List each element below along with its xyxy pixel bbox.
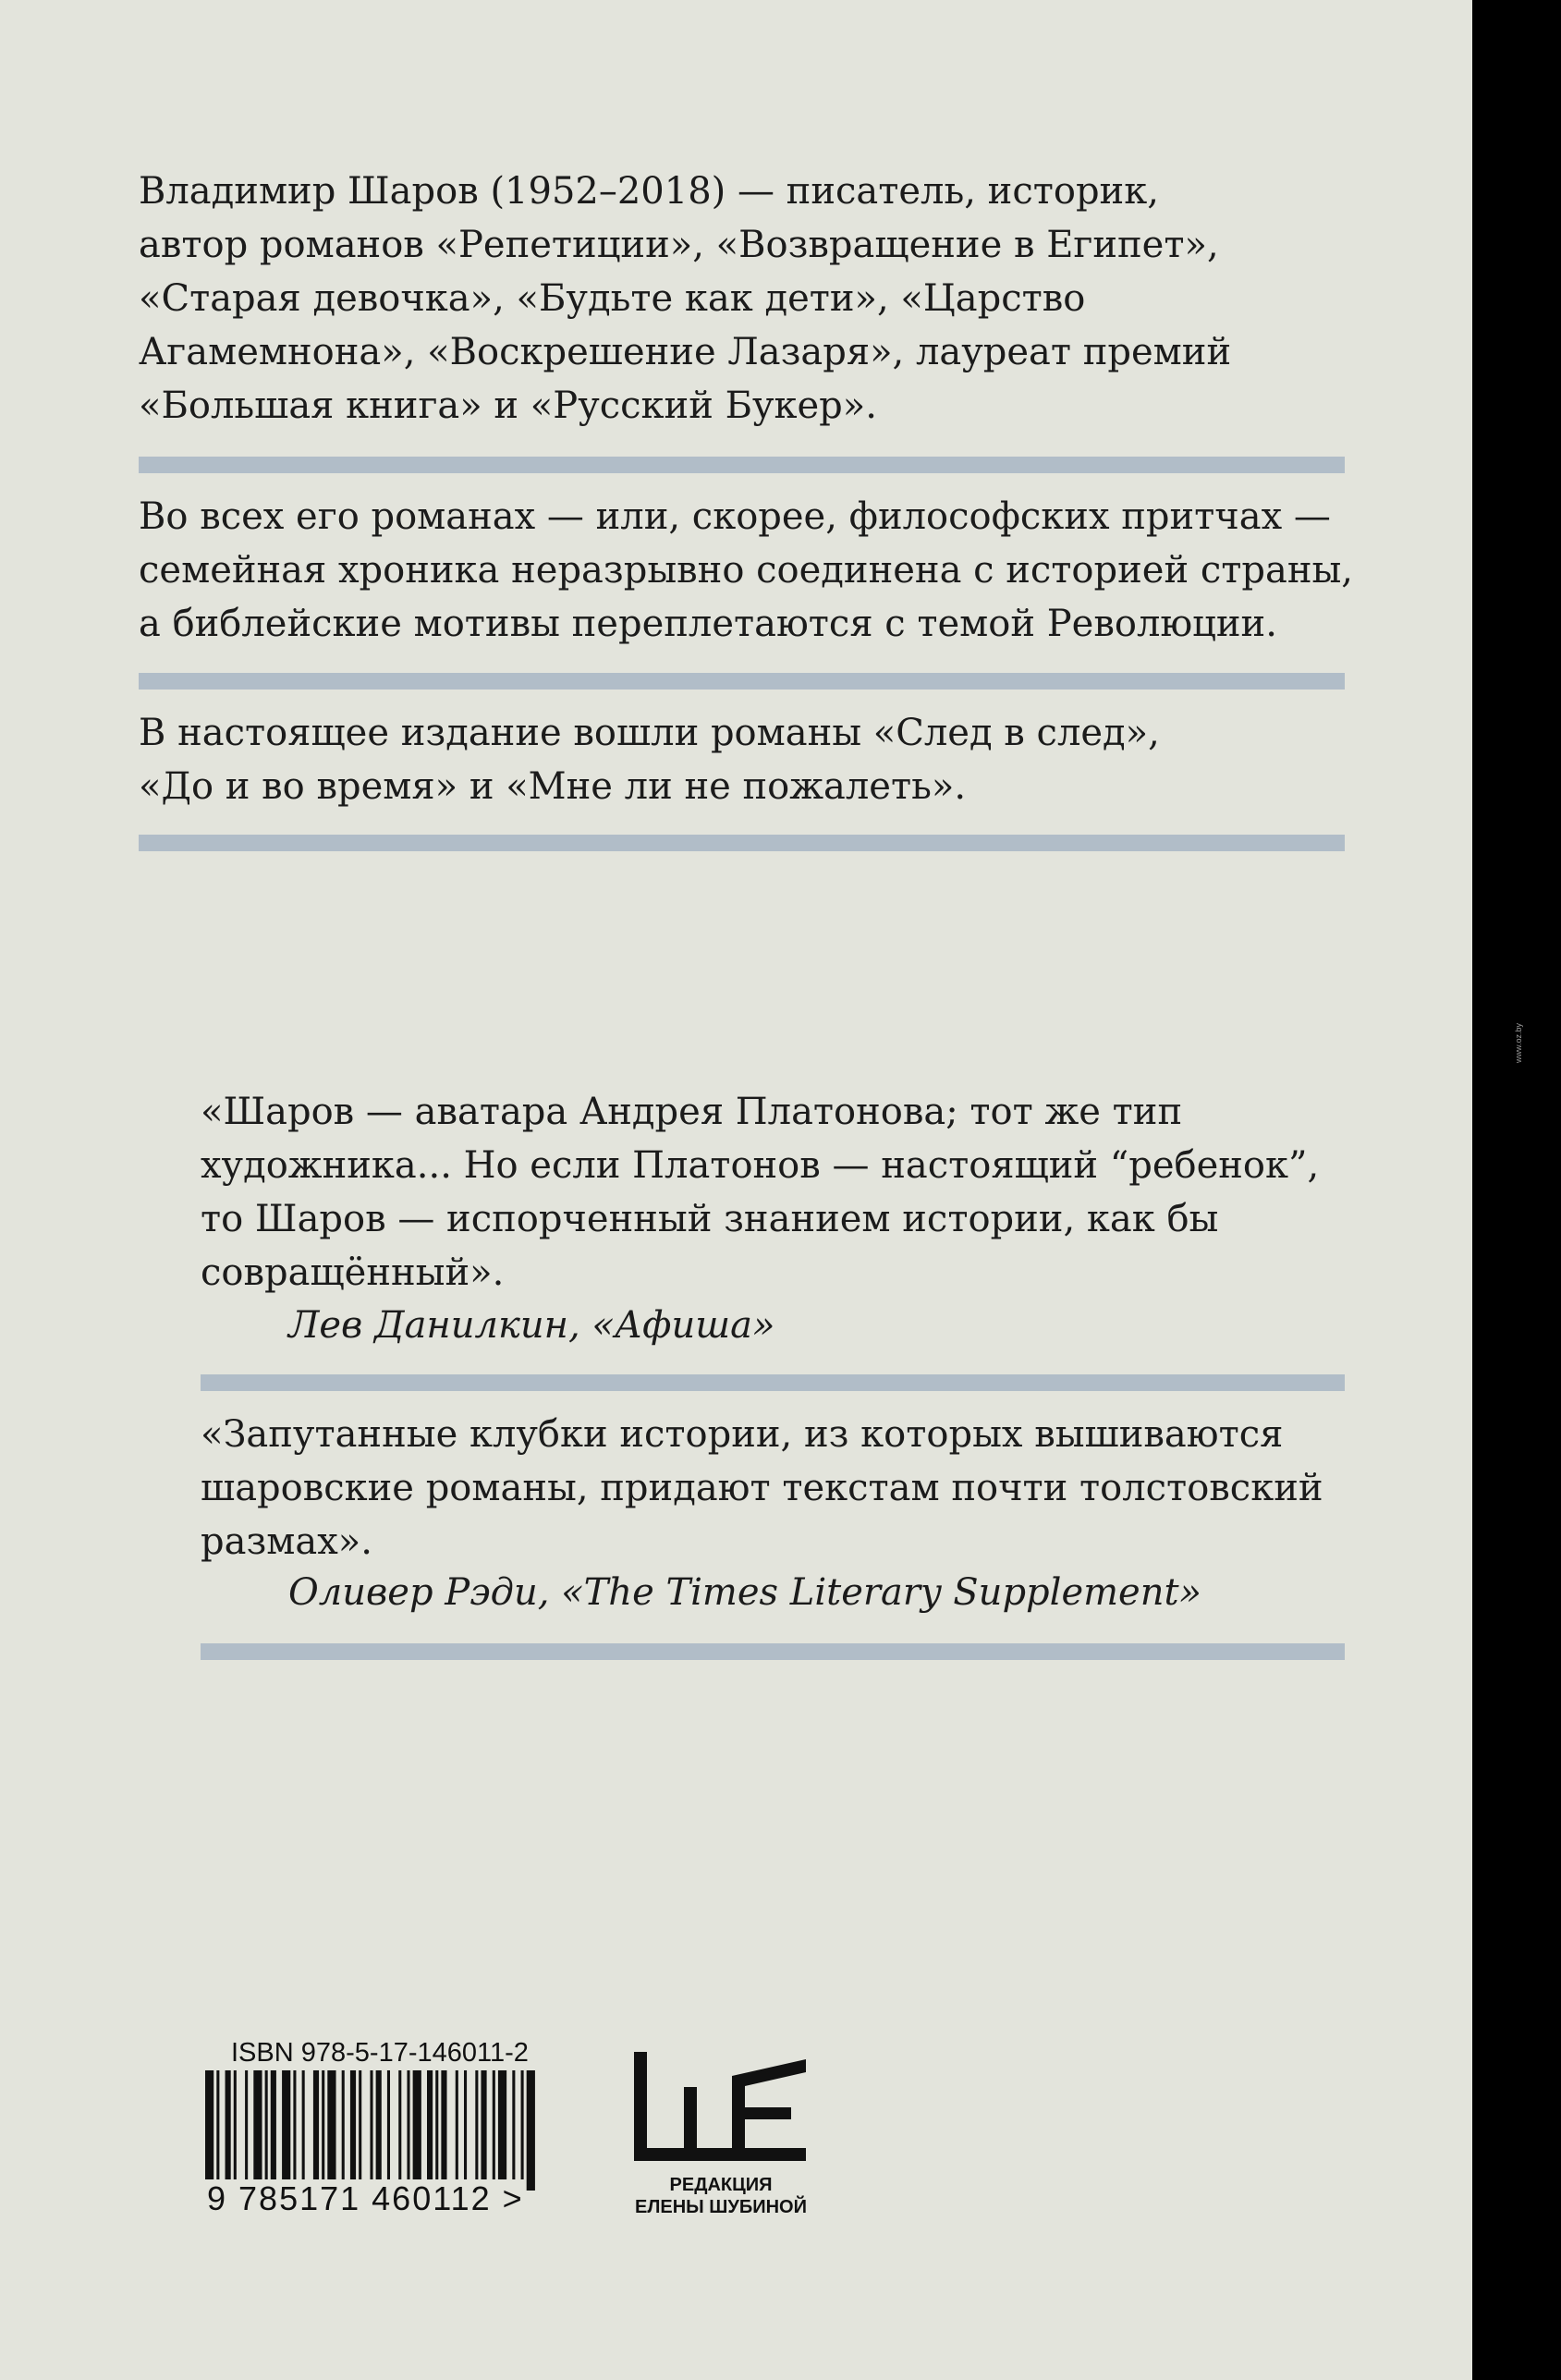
text-line: семейная хроника неразрывно соединена с историей страны, — [139, 549, 1354, 592]
text-line: «Старая девочка», «Будьте как дети», «Царство — [139, 277, 1086, 320]
text-line: «Запутанные клубки истории, из которых вышиваются — [201, 1413, 1284, 1456]
review-quote-2 — [201, 1408, 1323, 1568]
publisher-name — [628, 2174, 813, 2218]
divider-rule — [201, 1643, 1345, 1660]
text-line: Во всех его романах — или, скорее, философских притчах — — [139, 495, 1331, 538]
text-line: шаровские романы, придают текстам почти толстовский — [201, 1467, 1323, 1509]
barcode-bar — [342, 2070, 345, 2179]
barcode-digits: 9 785171 460112 > — [207, 2179, 524, 2217]
barcode-bar — [327, 2070, 335, 2179]
divider-rule — [139, 673, 1345, 690]
barcode-bar — [456, 2070, 458, 2179]
isbn-label: ISBN 978-5-17-146011-2 — [231, 2038, 529, 2068]
publisher-logo-icon — [628, 2050, 813, 2189]
barcode-bar — [521, 2070, 524, 2179]
barcode-bar — [481, 2070, 486, 2179]
text-line: автор романов «Репетиции», «Возвращение в Египет», — [139, 224, 1219, 266]
text-line: «До и во время» и «Мне ли не пожалеть». — [139, 765, 967, 808]
barcode-bar — [271, 2070, 276, 2179]
barcode-bar — [498, 2070, 506, 2179]
barcode-bar — [398, 2070, 401, 2179]
text-line: Агамемнона», «Воскрешение Лазаря», лауреат премий — [139, 331, 1232, 373]
barcode-bar — [435, 2070, 438, 2179]
publisher-name-line: РЕДАКЦИЯ — [669, 2175, 773, 2195]
barcode-bar — [413, 2070, 421, 2179]
barcode-bar — [441, 2070, 446, 2179]
barcode-icon — [205, 2070, 538, 2191]
barcode-bar — [512, 2070, 515, 2179]
divider-rule — [139, 457, 1345, 473]
barcode-bar — [234, 2070, 237, 2179]
publisher-name-line: ЕЛЕНЫ ШУБИНОЙ — [635, 2197, 807, 2217]
barcode-bar — [205, 2070, 213, 2191]
barcode-bar — [226, 2070, 231, 2179]
barcode-bar — [322, 2070, 324, 2179]
barcode-bar — [464, 2070, 467, 2179]
barcode-bar — [253, 2070, 262, 2179]
text-line: то Шаров — испорченный знанием истории, как бы — [201, 1198, 1219, 1240]
barcode-bar — [293, 2070, 296, 2179]
barcode-bar — [427, 2070, 433, 2179]
barcode-bar — [387, 2070, 390, 2179]
barcode-bar — [350, 2070, 356, 2179]
quote-attribution: Лев Данилкин, «Афиша» — [288, 1304, 775, 1347]
barcode-bar — [370, 2070, 372, 2191]
quote-attribution: Оливер Рэди, «The Times Literary Supplement» — [288, 1571, 1202, 1614]
barcode-bar — [302, 2070, 305, 2179]
barcode-bar — [407, 2070, 409, 2179]
text-line: «Шаров — аватара Андрея Платонова; тот же тип — [201, 1091, 1183, 1133]
barcode-bar — [359, 2070, 361, 2179]
divider-rule — [139, 835, 1345, 851]
text-line: «Большая книга» и «Русский Букер». — [139, 384, 877, 427]
text-line: совращённый». — [201, 1251, 505, 1294]
barcode-bar — [313, 2070, 319, 2179]
barcode-bar — [376, 2070, 382, 2191]
review-quote-1 — [201, 1085, 1319, 1300]
watermark-url: www.oz.by — [1514, 1022, 1523, 1063]
barcode-bar — [493, 2070, 495, 2179]
barcode-bar — [265, 2070, 268, 2179]
barcode-bar — [245, 2070, 248, 2179]
barcode-bar — [216, 2070, 219, 2191]
text-line: размах». — [201, 1520, 372, 1563]
barcode-bar — [282, 2070, 290, 2179]
text-line: а библейские мотивы переплетаются с темой Революции. — [139, 603, 1277, 645]
barcode-bar — [475, 2070, 478, 2179]
edition-contents — [139, 706, 1160, 813]
barcode-bar — [527, 2070, 535, 2191]
text-line: В настоящее издание вошли романы «След в след», — [139, 712, 1160, 754]
text-line: Владимир Шаров (1952–2018) — писатель, историк, — [139, 170, 1159, 213]
divider-rule — [201, 1374, 1345, 1391]
text-line: художника... Но если Платонов — настоящий “ребенок”, — [201, 1144, 1320, 1187]
cover-edge — [1472, 0, 1561, 2380]
author-bio — [139, 165, 1231, 433]
novels-description — [139, 490, 1353, 651]
